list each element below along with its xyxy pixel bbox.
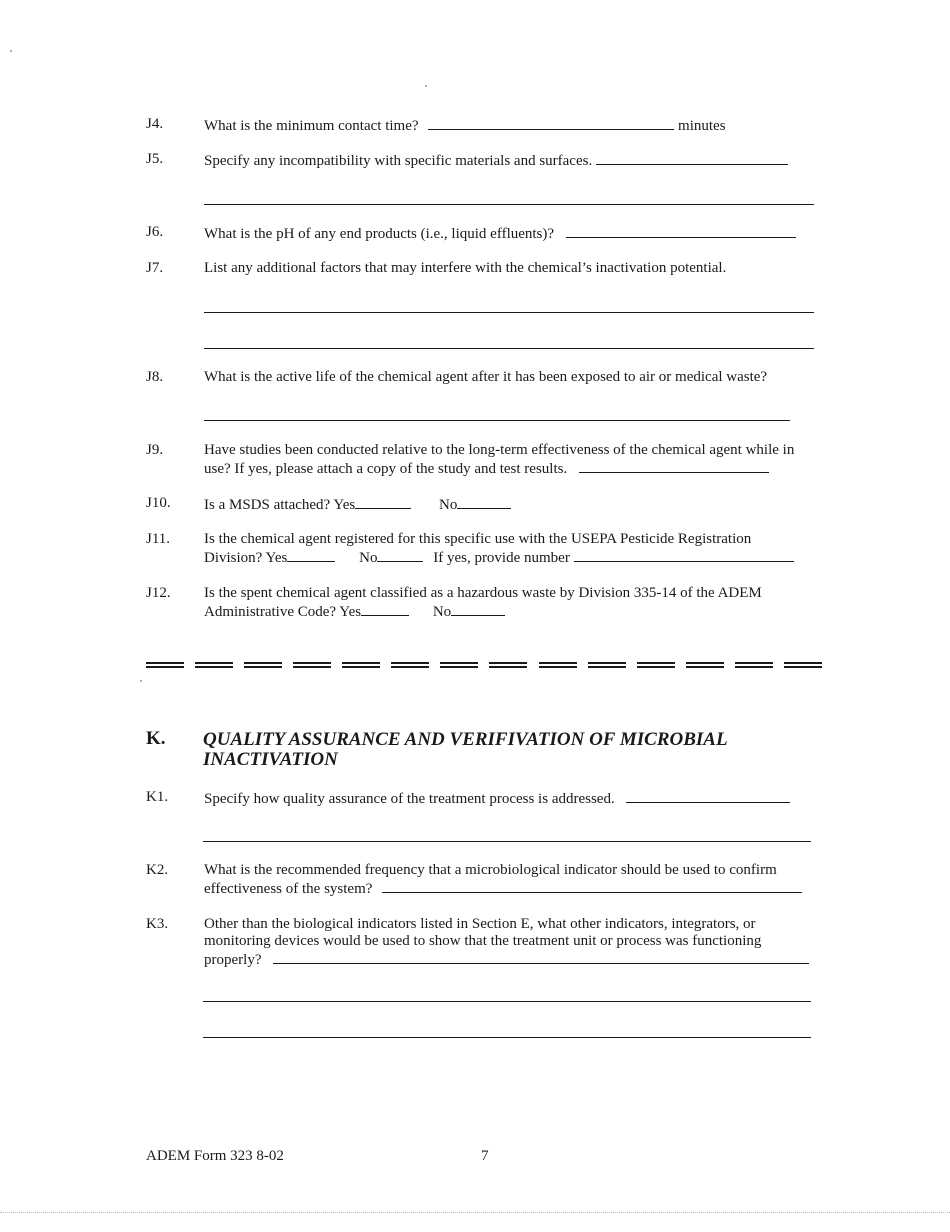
question-k3: [204, 950, 809, 969]
answer-line[interactable]: [204, 420, 790, 421]
question-number: J7.: [146, 260, 164, 276]
divider-dash: [342, 662, 380, 668]
divider-dash: [195, 662, 233, 668]
question-text: Is a MSDS attached? Yes: [204, 497, 356, 513]
question-number: J10.: [146, 495, 171, 511]
question-number: K2.: [146, 862, 169, 878]
question-j4: [204, 116, 726, 135]
question-number: J4.: [146, 116, 164, 132]
question-text: List any additional factors that may interfere with the chemical’s inactivation potential.: [204, 260, 727, 276]
yes-label: Division? Yes: [204, 550, 288, 566]
quality-assurance-field[interactable]: [626, 789, 790, 803]
no-label: No: [359, 550, 378, 566]
scan-speck: [140, 680, 142, 682]
question-text-line: Is the chemical agent registered for this specific use with the USEPA Pesticide Registration: [204, 531, 752, 547]
scan-edge: [0, 1212, 950, 1213]
incompatibility-field[interactable]: [596, 151, 788, 165]
question-j5: [204, 151, 788, 170]
question-number: K1.: [146, 789, 169, 805]
question-number: J6.: [146, 224, 164, 240]
question-number: J9.: [146, 442, 164, 458]
question-k2: [204, 879, 802, 898]
question-text: What is the minimum contact time?: [204, 118, 419, 134]
divider-dash: [489, 662, 527, 668]
indicator-frequency-field[interactable]: [382, 879, 802, 893]
divider-dash: [244, 662, 282, 668]
question-j10: [204, 495, 511, 514]
hazardous-no-field[interactable]: [451, 602, 505, 616]
no-label: No: [432, 604, 452, 620]
divider-dash: [440, 662, 478, 668]
question-text: effectiveness of the system?: [204, 881, 373, 897]
question-j9: [204, 459, 769, 478]
question-number: J8.: [146, 369, 164, 385]
answer-line[interactable]: [204, 312, 814, 313]
unit-label: minutes: [678, 118, 726, 134]
yes-label: Administrative Code? Yes: [204, 604, 362, 620]
question-number: J5.: [146, 151, 164, 167]
question-k1: [204, 789, 790, 808]
divider-dash: [588, 662, 626, 668]
study-results-field[interactable]: [579, 459, 769, 473]
divider-dash: [637, 662, 675, 668]
divider-dash: [539, 662, 577, 668]
answer-line[interactable]: [204, 348, 814, 349]
form-identifier: ADEM Form 323 8-02: [146, 1148, 284, 1164]
divider-dash: [293, 662, 331, 668]
msds-no-field[interactable]: [457, 495, 511, 509]
hazardous-yes-field[interactable]: [361, 602, 409, 616]
question-text: What is the pH of any end products (i.e., liquid effluents)?: [204, 226, 555, 242]
registered-yes-field[interactable]: [287, 548, 335, 562]
monitoring-devices-field[interactable]: [273, 950, 809, 964]
question-text: Specify how quality assurance of the treatment process is addressed.: [204, 791, 615, 807]
question-number: J12.: [146, 585, 171, 601]
registration-number-field[interactable]: [574, 548, 794, 562]
answer-line[interactable]: [203, 841, 811, 842]
ph-field[interactable]: [566, 224, 796, 238]
scan-speck: [10, 50, 12, 52]
answer-line[interactable]: [203, 1037, 811, 1038]
section-letter: K.: [146, 728, 166, 749]
question-text: What is the active life of the chemical agent after it has been exposed to air or medical waste?: [204, 369, 768, 385]
question-text-line: Other than the biological indicators listed in Section E, what other indicators, integrators, or: [204, 916, 756, 932]
answer-line[interactable]: [204, 204, 814, 205]
section-title: QUALITY ASSURANCE AND VERIFIVATION OF MICROBIAL: [203, 729, 728, 750]
question-number: K3.: [146, 916, 169, 932]
section-divider: [146, 660, 822, 670]
question-text-line: What is the recommended frequency that a microbiological indicator should be used to confirm: [204, 862, 777, 878]
question-text-line: Is the spent chemical agent classified as a hazardous waste by Division 335-14 of the ADEM: [204, 585, 762, 601]
question-text-line: monitoring devices would be used to show that the treatment unit or process was functioning: [204, 933, 762, 949]
question-j6: [204, 224, 796, 243]
contact-time-field[interactable]: [428, 116, 674, 130]
answer-line[interactable]: [203, 1001, 811, 1002]
question-j12: [204, 602, 505, 621]
number-label: If yes, provide number: [433, 550, 570, 566]
page-number: 7: [481, 1148, 489, 1164]
no-label: No: [439, 497, 458, 513]
divider-dash: [686, 662, 724, 668]
scan-speck: [425, 85, 427, 87]
divider-dash: [146, 662, 184, 668]
question-text: use? If yes, please attach a copy of the study and test results.: [204, 461, 568, 477]
question-j11: [204, 548, 794, 567]
registered-no-field[interactable]: [377, 548, 423, 562]
question-number: J11.: [146, 531, 171, 547]
question-text-line: Have studies been conducted relative to the long-term effectiveness of the chemical agent while in: [204, 442, 795, 458]
question-text: Specify any incompatibility with specific materials and surfaces.: [204, 153, 593, 169]
divider-dash: [391, 662, 429, 668]
question-text: properly?: [204, 952, 262, 968]
divider-dash: [784, 662, 822, 668]
section-title-continued: INACTIVATION: [203, 749, 338, 770]
divider-dash: [735, 662, 773, 668]
msds-yes-field[interactable]: [355, 495, 411, 509]
